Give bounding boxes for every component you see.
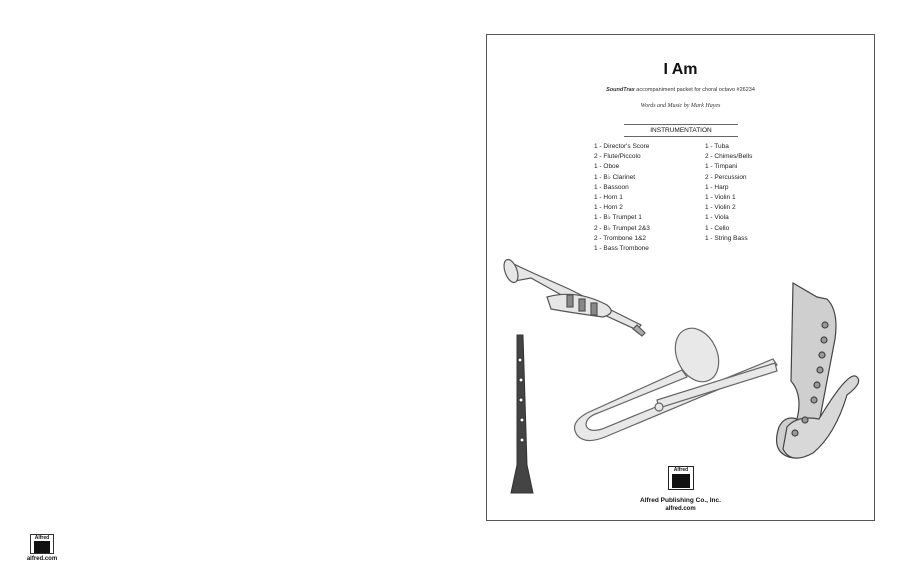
cover-title: I Am: [663, 61, 698, 78]
instrument-item: 1 - Tuba: [705, 143, 729, 150]
instrument-item: 2 - B♭ Trumpet 2&3: [594, 224, 650, 232]
back-cover-caption: alfred.com: [26, 556, 58, 562]
composer-credit: Words and Music by Mark Hayes: [640, 103, 721, 109]
instrument-item: 1 - Cello: [705, 224, 730, 232]
instrument-item: 2 - Flute/Piccolo: [594, 153, 641, 161]
alfred-logo-icon: [668, 466, 694, 490]
instrument-illustration: [487, 35, 874, 520]
instrument-item: 1 - Timpani: [705, 163, 738, 171]
instrument-item: 1 - Horn 2: [594, 204, 623, 212]
instrument-item: 1 - Horn 1: [594, 194, 623, 202]
instrument-item: 2 - Percussion: [705, 173, 747, 181]
subtitle-text: accompaniment packet for choral octavo #26234: [634, 87, 755, 93]
instrument-item: 1 - Harp: [705, 183, 729, 191]
instrument-item: 1 - Viola: [705, 214, 729, 222]
instrument-item: 1 - B♭ Trumpet 1: [594, 214, 642, 222]
instrument-item: 2 - Chimes/Bells: [705, 153, 753, 161]
clarinet-icon: [511, 335, 533, 493]
instrument-item: 1 - Bass Trombone: [594, 245, 649, 253]
saxophone-icon: [777, 283, 859, 458]
instrument-item: 1 - Director's Score: [594, 143, 650, 150]
instrument-item: 1 - String Bass: [705, 234, 748, 242]
front-cover: [486, 34, 875, 521]
instrument-item: 1 - Oboe: [594, 163, 620, 171]
instrument-item: 1 - Violin 1: [705, 194, 736, 202]
instrument-item: 1 - Violin 2: [705, 204, 736, 212]
alfred-logo-icon: [30, 534, 54, 554]
trumpet-icon: [501, 258, 645, 336]
publisher-website: alfred.com: [665, 506, 696, 512]
logo-text: Alfred: [673, 467, 689, 473]
instrument-item: 1 - B♭ Clarinet: [594, 173, 635, 181]
logo-text: Alfred: [34, 535, 50, 541]
instrument-item: 1 - Bassoon: [594, 183, 629, 191]
publisher-name: Alfred Publishing Co., Inc.: [640, 497, 721, 504]
subtitle-brand: SoundTrax: [606, 87, 635, 93]
trombone-icon: [575, 321, 777, 440]
instrumentation-heading: INSTRUMENTATION: [624, 124, 738, 137]
instrument-item: 2 - Trombone 1&2: [594, 234, 647, 242]
